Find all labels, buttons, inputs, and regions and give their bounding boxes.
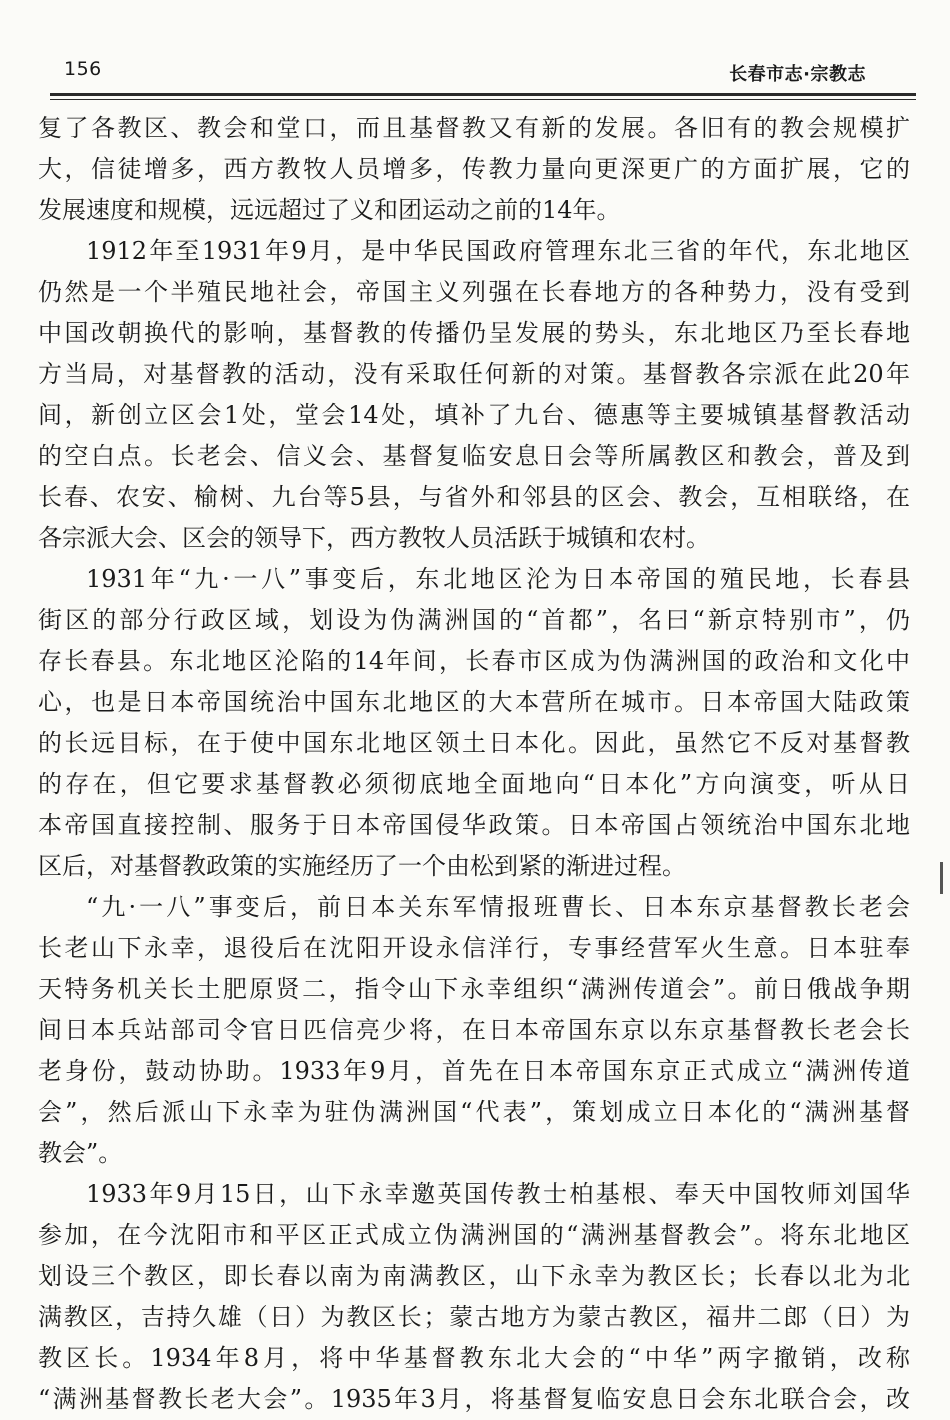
text-line: 存长春县。东北地区沦陷的14年间，长春市区成为伪满洲国的政治和文化中 <box>38 647 910 675</box>
text-line: 间，新创立区会1处，堂会14处，填补了九台、德惠等主要城镇基督教活动 <box>38 401 910 429</box>
text-line: 1931年“九·一八”事变后，东北地区沦为日本帝国的殖民地，长春县 <box>86 565 910 593</box>
text-line: 长春、农安、榆树、九台等5县，与省外和邻县的区会、教会，互相联络，在 <box>38 483 910 511</box>
header-rule-thick <box>50 93 916 96</box>
text-line: 发展速度和规模，远远超过了义和团运动之前的14年。 <box>38 196 621 224</box>
text-line: “九·一八”事变后，前日本关东军情报班曹长、日本东京基督教长老会 <box>86 893 910 921</box>
text-line: 老身份，鼓动协助。1933年9月，首先在日本帝国东京正式成立“满洲传道 <box>38 1057 910 1085</box>
text-line: 仍然是一个半殖民地社会，帝国主义列强在长春地方的各种势力，没有受到 <box>38 278 910 306</box>
text-line: 1933年9月15日，山下永幸邀英国传教士柏基根、奉天中国牧师刘国华 <box>86 1180 910 1208</box>
text-line: 参加，在今沈阳市和平区正式成立伪满洲国的“满洲基督教会”。将东北地区 <box>38 1221 910 1249</box>
text-line: 长老山下永幸，退役后在沈阳开设永信洋行，专事经营军火生意。日本驻奉 <box>38 934 910 962</box>
text-line: 的长远目标，在于使中国东北地区领土日本化。因此，虽然它不反对基督教 <box>38 729 910 757</box>
paragraph <box>38 231 910 559</box>
book-title: 长春市志·宗教志 <box>729 64 866 85</box>
text-line: 间日本兵站部司令官日匹信亮少将，在日本帝国东京以东京基督教长老会长 <box>38 1016 910 1044</box>
text-line: 街区的部分行政区域，划设为伪满洲国的“首都”，名曰“新京特别市”，仍 <box>38 606 910 634</box>
text-line: 教区长。1934年8月，将中华基督教东北大会的“中华”两字撤销，改称 <box>38 1344 910 1372</box>
text-line: “满洲基督教长老大会”。1935年3月，将基督复临安息日会东北联合会，改 <box>38 1385 910 1413</box>
text-line: 的空白点。长老会、信义会、基督复临安息日会等所属教区和教会，普及到 <box>38 442 910 470</box>
text-line: 本帝国直接控制、服务于日本帝国侵华政策。日本帝国占领统治中国东北地 <box>38 811 910 839</box>
paragraph <box>38 108 910 231</box>
text-line: 会”，然后派山下永幸为驻伪满洲国“代表”，策划成立日本化的“满洲基督 <box>38 1098 910 1126</box>
text-line: 教会”。 <box>38 1139 123 1167</box>
text-line: 复了各教区、教会和堂口，而且基督教又有新的发展。各旧有的教会规模扩 <box>38 114 910 142</box>
paragraph <box>38 559 910 887</box>
text-line: 天特务机关长土肥原贤二，指令山下永幸组织“满洲传道会”。前日俄战争期 <box>38 975 910 1003</box>
paragraph <box>38 887 910 1174</box>
text-line: 区后，对基督教政策的实施经历了一个由松到紧的渐进过程。 <box>38 852 686 880</box>
text-line: 方当局，对基督教的活动，没有采取任何新的对策。基督教各宗派在此20年 <box>38 360 910 388</box>
text-line: 中国改朝换代的影响，基督教的传播仍呈发展的势头，东北地区乃至长春地 <box>38 319 910 347</box>
page-number: 156 <box>64 58 102 80</box>
header-rule-thin <box>50 99 916 100</box>
text-line: 的存在，但它要求基督教必须彻底地全面地向“日本化”方向演变，听从日 <box>38 770 910 798</box>
text-line: 1912年至1931年9月，是中华民国政府管理东北三省的年代，东北地区 <box>86 237 910 265</box>
text-line: 大，信徒增多，西方教牧人员增多，传教力量向更深更广的方面扩展，它的 <box>38 155 910 183</box>
running-header <box>50 58 916 94</box>
text-line: 满教区，吉持久雄（日）为教区长；蒙古地方为蒙古教区，福井二郎（日）为 <box>38 1303 910 1331</box>
paragraph <box>38 1174 910 1420</box>
text-line: 划设三个教区，即长春以南为南满教区，山下永幸为教区长；长春以北为北 <box>38 1262 910 1290</box>
text-line: 心，也是日本帝国统治中国东北地区的大本营所在城市。日本帝国大陆政策 <box>38 688 910 716</box>
text-line: 各宗派大会、区会的领导下，西方教牧人员活跃于城镇和农村。 <box>38 524 710 552</box>
body-text <box>38 108 910 1420</box>
margin-mark <box>940 862 943 894</box>
